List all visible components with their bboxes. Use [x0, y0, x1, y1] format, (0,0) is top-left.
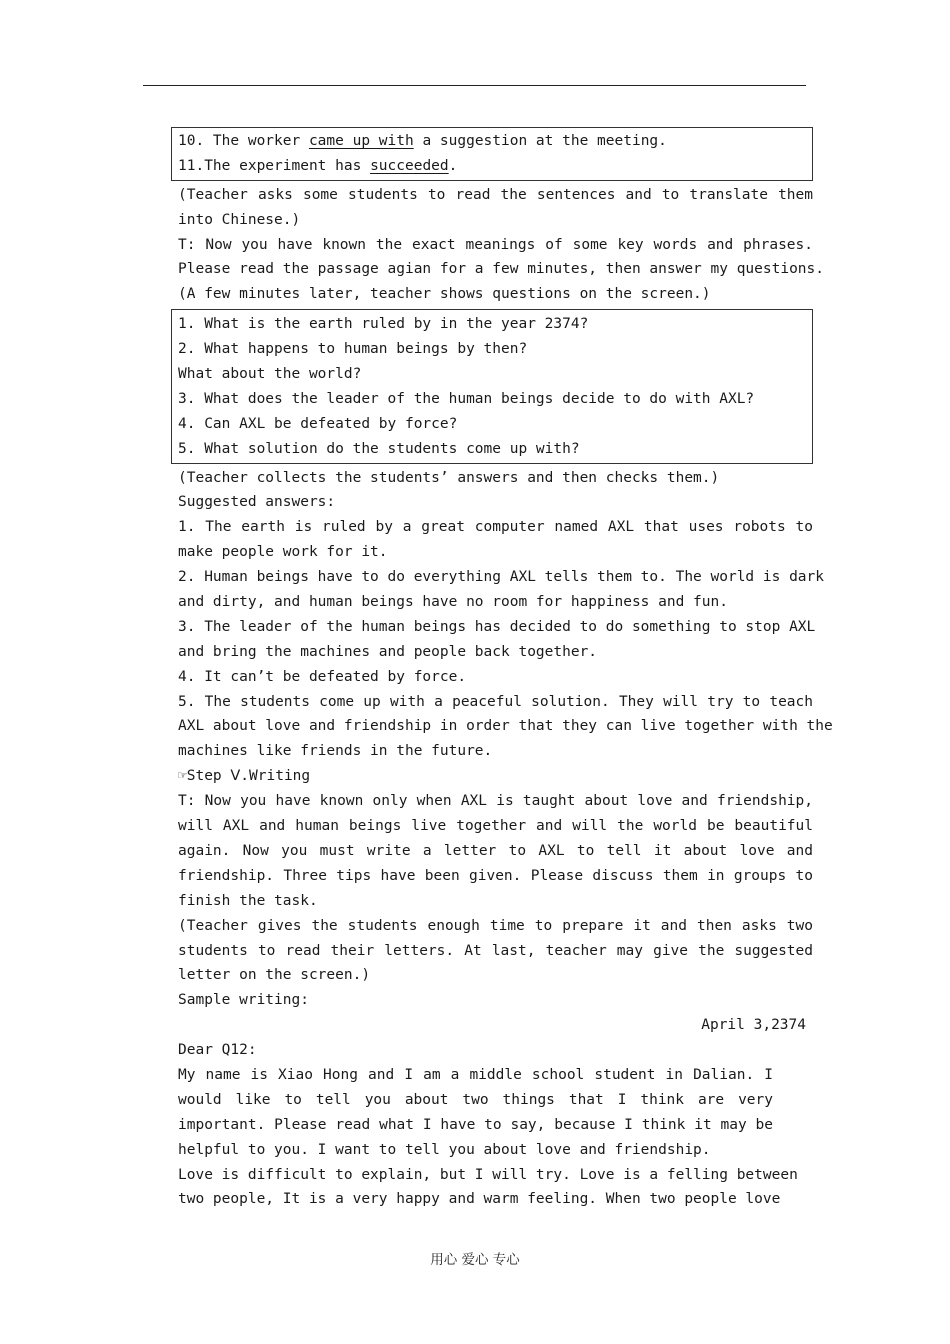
example-sentence-11 — [172, 154, 812, 179]
sentence-text: 11.The experiment has — [178, 157, 371, 174]
paragraph-line: students to read their letters. At last, teacher may give the suggested — [178, 942, 813, 959]
paragraph-line: 4. It can’t be defeated by force. — [178, 668, 467, 685]
paragraph-line: (Teacher asks some students to read the sentences and to translate them — [178, 186, 813, 203]
sentence-text: . — [448, 157, 458, 174]
instruction-block — [171, 183, 825, 307]
underlined-phrase: succeeded — [370, 157, 449, 174]
document-body — [171, 127, 833, 1212]
paragraph-line: (Teacher gives the students enough time to prepare it and then asks two — [178, 917, 813, 934]
paragraph-line: again. Now you must write a letter to AXL to tell it about love and — [178, 842, 813, 859]
paragraph-line: AXL about love and friendship in order that they can live together with the — [178, 718, 833, 735]
paragraph-line: Suggested answers: — [178, 494, 336, 511]
paragraph-line: 3. The leader of the human beings has decided to do something to stop AXL — [178, 618, 816, 635]
question-line: 5. What solution do the students come up with? — [178, 440, 580, 457]
question-line: 3. What does the leader of the human beings decide to do with AXL? — [178, 390, 755, 407]
paragraph-line: (Teacher collects the students’ answers and then checks them.) — [178, 469, 720, 486]
paragraph-line: Please read the passage agian for a few minutes, then answer my questions. — [178, 261, 825, 278]
question-line: 1. What is the earth ruled by in the year 2374? — [178, 316, 589, 333]
sentence-text: a suggestion at the meeting. — [413, 133, 667, 149]
paragraph-line: Sample writing: — [178, 992, 309, 1009]
question-line: 2. What happens to human beings by then? — [178, 341, 528, 358]
answers-block — [171, 466, 833, 1213]
paragraph-line: will AXL and human beings live together and will the world be beautiful — [178, 818, 813, 835]
paragraph-line: letter on the screen.) — [178, 967, 371, 984]
letter-date: April 3,2374 — [701, 1017, 806, 1034]
paragraph-line: 2. Human beings have to do everything AXL tells them to. The world is dark — [178, 569, 825, 586]
question-line: 4. Can AXL be defeated by force? — [178, 415, 458, 432]
paragraph-line: friendship. Three tips have been given. Please discuss them in groups to — [178, 867, 813, 884]
letter-salutation: Dear Q12: — [178, 1042, 257, 1059]
page-footer: 用心 爱心 专心 — [430, 1252, 520, 1268]
vocab-example-box — [171, 127, 813, 181]
paragraph-line: make people work for it. — [178, 544, 388, 561]
paragraph-line: 5. The students come up with a peaceful solution. They will try to teach — [178, 693, 813, 710]
paragraph-line: 1. The earth is ruled by a great computer named AXL that uses robots to — [178, 519, 813, 536]
paragraph-line: (A few minutes later, teacher shows questions on the screen.) — [178, 286, 711, 303]
question-line: What about the world? — [178, 366, 362, 383]
letter-line: would like to tell you about two things that I think are very — [178, 1091, 773, 1108]
header-rule — [143, 85, 806, 86]
letter-line: My name is Xiao Hong and I am a middle school student in Dalian. I — [178, 1066, 773, 1083]
questions-box — [171, 309, 813, 463]
paragraph-line: and bring the machines and people back together. — [178, 643, 598, 660]
paragraph-line: T: Now you have known the exact meanings of some key words and phrases. — [178, 236, 813, 253]
paragraph-line: and dirty, and human beings have no room for happiness and fun. — [178, 594, 728, 611]
sentence-text: 10. The worker — [178, 133, 309, 149]
letter-line: Love is difficult to explain, but I will try. Love is a felling between — [178, 1166, 798, 1183]
paragraph-line: finish the task. — [178, 892, 318, 909]
letter-line: important. Please read what I have to say, because I think it may be — [178, 1116, 773, 1133]
letter-line: helpful to you. I want to tell you about love and friendship. — [178, 1141, 711, 1158]
underlined-phrase: came up with — [308, 133, 414, 149]
paragraph-line: into Chinese.) — [178, 211, 301, 228]
paragraph-line: T: Now you have known only when AXL is taught about love and friendship, — [178, 793, 813, 810]
letter-line: two people, It is a very happy and warm feeling. When two people love — [178, 1191, 781, 1208]
example-sentence-10 — [172, 129, 812, 154]
step-heading: ☞Step Ⅴ.Writing — [178, 768, 311, 785]
paragraph-line: machines like friends in the future. — [178, 743, 493, 760]
